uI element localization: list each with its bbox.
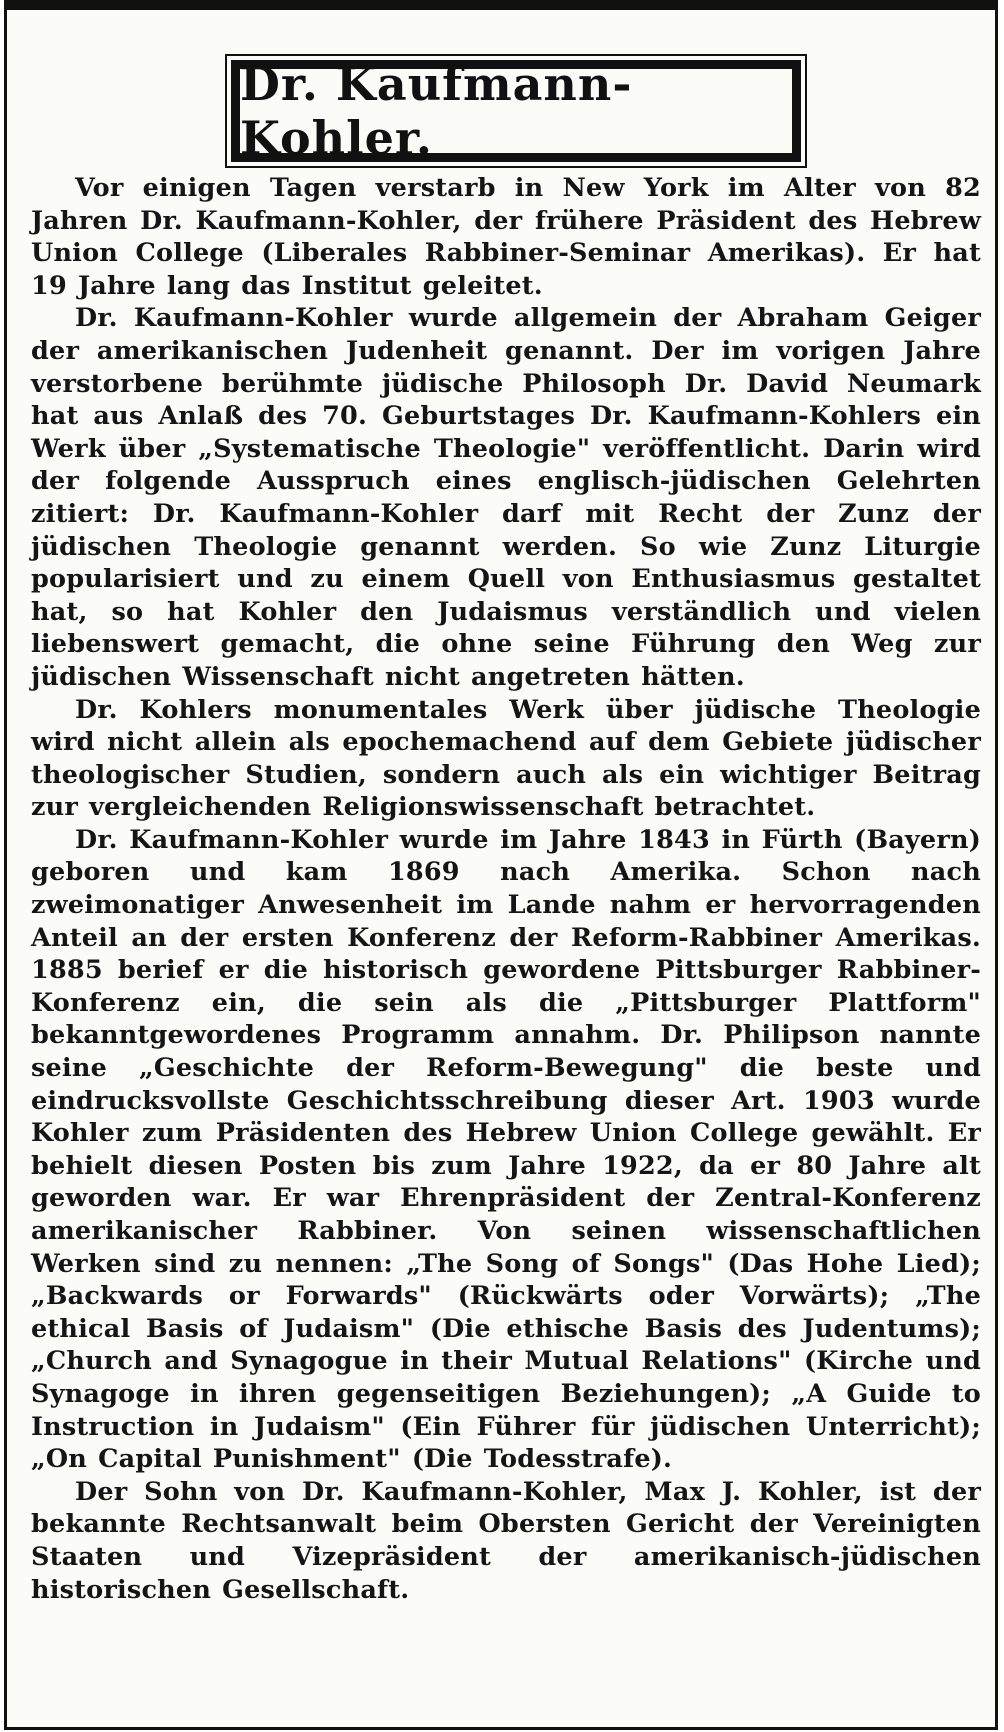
paragraph-biography: Dr. Kaufmann-Kohler wurde im Jahre 1843 in Fürth (Bayern) geboren und kam 1869 nach Amerika. Schon nach zweimonatiger Anwesenheit im Lande nahm er hervorragenden Anteil an der ersten Konferenz der Reform-Rabbiner Amerikas. 1885 berief er die historisch gewordene Pittsburger Rabbiner-Konferenz ein, die sein als die „Pittsburger Plattform" bekanntgewordenes Programm annahm. Dr. Philipson nannte seine „Geschichte der Reform-Bewegung" die beste und eindrucksvollste Geschichtsschreibung dieser Art. 1903 wurde Kohler zum Präsidenten des Hebrew Union College gewählt. Er behielt diesen Posten bis zum Jahre 1922, da er 80 Jahre alt geworden war. Er war Ehrenpräsident der Zentral-Konferenz amerikanischer Rabbiner. Von seinen wissenschaftlichen Werken sind zu nennen: „The Song of Songs" (Das Hohe Lied); „Backwards or Forwards" (Rückwärts oder Vorwärts); „The ethical Basis of Judaism" (Die ethische Basis des Judentums); „Church and Synagogue in their Mutual Relations" (Kirche und Synagoge in ihren gegenseitigen Beziehungen); „A Guide to Instruction in Judaism" (Ein Führer für jüdischen Unterricht); „On Capital Punishment" (Die Todesstrafe).: [31, 824, 981, 1475]
paragraph-geiger-comparison: Dr. Kaufmann-Kohler wurde allgemein der Abraham Geiger der amerikanischen Judenheit genannt. Der im vorigen Jahre verstorbene berühmte jüdische Philosoph Dr. David Neumark hat aus Anlaß des 70. Geburtstages Dr. Kaufmann-Kohlers ein Werk über „Systematische Theologie" veröffentlicht. Darin wird der folgende Ausspruch eines englisch-jüdischen Gelehrten zitiert: Dr. Kaufmann-Kohler darf mit Recht der Zunz der jüdischen Theologie genannt werden. So wie Zunz Liturgie popularisiert und zu einem Quell von Enthusiasmus gestaltet hat, so hat Kohler den Judaismus verständlich und vielen liebenswert gemacht, die ohne seine Führung den Weg zur jüdischen Wissenschaft nicht angetreten hätten.: [31, 303, 981, 692]
paragraph-son: Der Sohn von Dr. Kaufmann-Kohler, Max J. Kohler, ist der bekannte Rechtsanwalt beim Obersten Gericht der Vereinigten Staaten und Vizepräsident der amerikanisch-jüdischen historischen Gesellschaft.: [31, 1476, 981, 1605]
article-body: [31, 172, 981, 1606]
paragraph-theology-work: Dr. Kohlers monumentales Werk über jüdische Theologie wird nicht allein als epochemachend auf dem Gebiete jüdischer theologischer Studien, sondern auch als ein wichtiger Beitrag zur vergleichenden Religionswissenschaft betrachtet.: [31, 694, 981, 823]
article-title: Dr. Kaufmann-Kohler.: [240, 57, 633, 165]
newspaper-clipping: [4, 0, 998, 1730]
headline-frame: [231, 57, 801, 165]
paragraph-obituary-intro: Vor einigen Tagen verstarb in New York im Alter von 82 Jahren Dr. Kaufmann-Kohler, der frühere Präsident des Hebrew Union College (Liberales Rabbiner-Seminar Amerikas). Er hat 19 Jahre lang das Institut geleitet.: [31, 173, 981, 301]
